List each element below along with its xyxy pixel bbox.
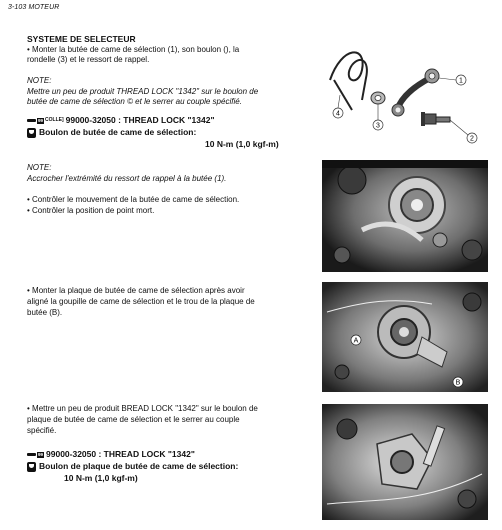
torque-label-2: Boulon de plaque de butée de came de sélection:: [39, 461, 239, 471]
threadlock-spec-1: [27, 115, 214, 126]
section4-line3: spécifié.: [27, 426, 57, 435]
photo-engine-stopper: [322, 160, 488, 272]
section2-note-label: NOTE:: [27, 163, 52, 172]
threadlock-spec-2: [27, 449, 195, 460]
section1-note-label: NOTE:: [27, 76, 52, 85]
section3-line2: aligné la goupille de came de sélection et le trou de la plaque de: [27, 297, 255, 306]
torque-label-1: Boulon de butée de came de sélection:: [39, 127, 197, 137]
torque-value-1: 10 N-m (1,0 kgf-m): [205, 139, 279, 149]
return-spring-drawing: [330, 52, 367, 110]
section2-bullet-2: • Contrôler la position de point mort.: [27, 206, 155, 215]
section1-bullet-line2: rondelle (3) et le ressort de rappel.: [27, 55, 150, 64]
torque-spec-1: [27, 127, 196, 138]
washer-drawing: [371, 92, 385, 104]
bolt-drawing: [421, 112, 450, 126]
threadlock-icon-2: 99: [27, 452, 44, 458]
section3-line1: • Monter la plaque de butée de came de sélection après avoir: [27, 286, 245, 295]
torque-wrench-icon: [27, 128, 36, 138]
torque-spec-2: [27, 461, 238, 472]
threadlock-text-2: 99000-32050 : THREAD LOCK "1342": [46, 449, 195, 459]
section2-bullet-1: • Contrôler le mouvement de la butée de came de sélection.: [27, 195, 240, 204]
section1-bullet-line1: • Monter la butée de came de sélection (1), son boulon (), la: [27, 45, 240, 54]
section2-note-text: Accrocher l'extrémité du ressort de rappel à la butée (1).: [27, 174, 227, 183]
section1-note-line1: Mettre un peu de produit THREAD LOCK "1342" sur le boulon de: [27, 87, 259, 96]
section3-line3: butée (B).: [27, 308, 63, 317]
section1-note-line2: butée de came de sélection © et le serrer au couple spécifié.: [27, 97, 242, 106]
cam-stopper-drawing: [392, 69, 439, 116]
callout-3: 3: [376, 122, 380, 130]
photo-label-b: B: [455, 379, 461, 387]
torque-value-2: 10 N-m (1,0 kgf-m): [64, 473, 138, 483]
callout-1: 1: [459, 77, 463, 85]
photo-stopper-plate: [322, 282, 488, 392]
photo-label-a: A: [353, 337, 359, 345]
figure-parts-diagram: [322, 40, 488, 146]
page-header: 3-103 MOTEUR: [8, 4, 60, 11]
threadlock-text-1: 99000-32050 : THREAD LOCK "1342": [65, 115, 215, 125]
photo-plate-bolt: [322, 404, 488, 520]
callout-4: 4: [336, 110, 340, 118]
section4-line1: • Mettre un peu de produit BREAD LOCK "1342" sur le boulon de: [27, 404, 258, 413]
torque-wrench-icon-2: [27, 462, 36, 472]
callout-2: 2: [470, 135, 474, 143]
section4-line2: plaque de butée de came de sélection et le serrer au couple: [27, 415, 240, 424]
threadlock-icon: 99 COLLE]: [27, 115, 64, 126]
section-title: SYSTEME DE SELECTEUR: [27, 34, 136, 44]
